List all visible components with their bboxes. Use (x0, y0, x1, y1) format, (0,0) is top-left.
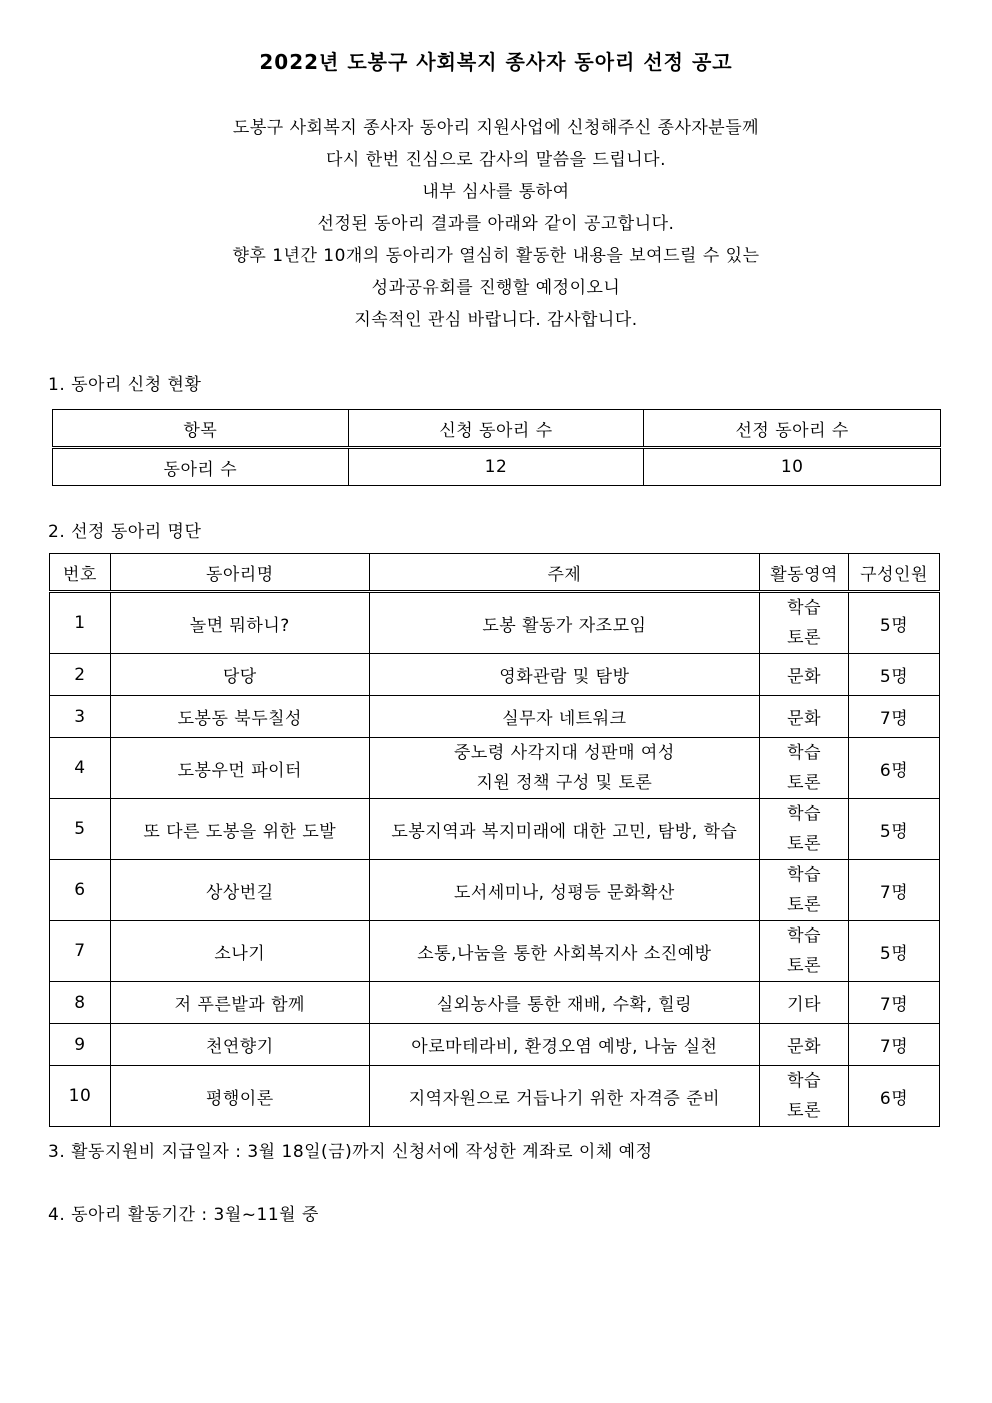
header-cell: 신청 동아리 수 (348, 410, 644, 448)
club-area-line: 학습 (787, 804, 822, 824)
club-area (760, 592, 849, 654)
club-topic-line: 지원 정책 구성 및 토론 (476, 773, 653, 793)
club-name: 천연향기 (110, 1024, 369, 1066)
club-name: 도봉동 북두칠성 (110, 696, 369, 738)
club-number: 10 (50, 1066, 111, 1127)
club-area-line: 학습 (787, 926, 822, 946)
table-row (50, 738, 940, 799)
header-cell: 주제 (369, 554, 760, 592)
intro-line: 향후 1년간 10개의 동아리가 열심히 활동한 내용을 보여드릴 수 있는 (232, 246, 760, 266)
table-row (53, 448, 941, 486)
club-area-line: 문화 (787, 1037, 822, 1057)
club-members: 5명 (849, 654, 940, 696)
club-area-line: 토론 (787, 956, 822, 976)
club-number: 5 (50, 799, 111, 860)
section-4-text: 4. 동아리 활동기간 : 3월~11월 중 (48, 1205, 319, 1225)
club-members: 7명 (849, 1024, 940, 1066)
club-area (760, 1066, 849, 1127)
club-area-line: 학습 (787, 1071, 822, 1091)
club-topic-line: 소통,나눔을 통한 사회복지사 소진예방 (417, 943, 712, 964)
club-topic-line: 도봉 활동가 자조모임 (482, 615, 647, 636)
table-header-row (53, 410, 941, 448)
club-members: 6명 (849, 738, 940, 799)
intro-line: 지속적인 관심 바랍니다. 감사합니다. (354, 310, 638, 330)
club-topic (369, 592, 760, 654)
page-title: 2022년 도봉구 사회복지 종사자 동아리 선정 공고 (259, 50, 733, 74)
section-2-heading: 2. 선정 동아리 명단 (48, 522, 202, 542)
club-members: 7명 (849, 696, 940, 738)
club-area-line: 학습 (787, 865, 822, 885)
header-cell: 항목 (53, 410, 349, 448)
intro-line: 도봉구 사회복지 종사자 동아리 지원사업에 신청해주신 종사자분들께 (232, 118, 760, 138)
club-number: 8 (50, 982, 111, 1024)
club-area (760, 1024, 849, 1066)
header-cell: 동아리명 (110, 554, 369, 592)
intro-line: 다시 한번 진심으로 감사의 말씀을 드립니다. (325, 150, 667, 170)
club-area (760, 860, 849, 921)
club-number: 4 (50, 738, 111, 799)
club-name: 상상번길 (110, 860, 369, 921)
club-topic (369, 860, 760, 921)
header-cell: 구성인원 (849, 554, 940, 592)
table-row (50, 982, 940, 1024)
table-row (50, 799, 940, 860)
club-area (760, 654, 849, 696)
club-name: 놀면 뭐하니? (110, 592, 369, 654)
club-number: 3 (50, 696, 111, 738)
club-area (760, 799, 849, 860)
club-topic-line: 영화관람 및 탐방 (499, 667, 630, 687)
club-topic-line: 지역자원으로 거듭나기 위한 자격증 준비 (408, 1088, 721, 1109)
club-topic (369, 696, 760, 738)
club-members: 7명 (849, 982, 940, 1024)
club-members: 5명 (849, 592, 940, 654)
table-row (50, 592, 940, 654)
club-topic (369, 1024, 760, 1066)
club-topic-line: 도서세미나, 성평등 문화확산 (454, 882, 675, 903)
table-cell: 동아리 수 (53, 448, 349, 486)
club-area-line: 토론 (787, 834, 822, 854)
header-cell: 활동영역 (760, 554, 849, 592)
club-members: 6명 (849, 1066, 940, 1127)
intro-paragraph (0, 112, 992, 336)
club-topic (369, 654, 760, 696)
club-topic (369, 921, 760, 982)
club-name: 소나기 (110, 921, 369, 982)
table-row (50, 1024, 940, 1066)
club-area (760, 982, 849, 1024)
club-area (760, 738, 849, 799)
table-row (50, 696, 940, 738)
club-name: 또 다른 도봉을 위한 도발 (110, 799, 369, 860)
club-number: 6 (50, 860, 111, 921)
selected-clubs-table (49, 553, 940, 1127)
table-row (50, 654, 940, 696)
club-topic (369, 738, 760, 799)
club-area-line: 토론 (787, 895, 822, 915)
club-area-line: 기타 (787, 995, 822, 1015)
club-area-line: 학습 (787, 598, 822, 618)
header-cell: 선정 동아리 수 (644, 410, 941, 448)
club-members: 7명 (849, 860, 940, 921)
club-topic-line: 중노령 사각지대 성판매 여성 (454, 743, 675, 763)
intro-line: 내부 심사를 통하여 (422, 182, 570, 202)
club-area-line: 학습 (787, 743, 822, 763)
club-number: 2 (50, 654, 111, 696)
section-1-heading: 1. 동아리 신청 현황 (48, 375, 202, 395)
table-row (50, 921, 940, 982)
club-topic (369, 799, 760, 860)
club-members: 5명 (849, 921, 940, 982)
club-topic-line: 실무자 네트워크 (502, 709, 627, 729)
club-name: 당당 (110, 654, 369, 696)
club-members: 5명 (849, 799, 940, 860)
section-3-text: 3. 활동지원비 지급일자 : 3월 18일(금)까지 신청서에 작성한 계좌로 이체 예정 (48, 1142, 653, 1162)
intro-line: 성과공유회를 진행할 예정이오니 (371, 278, 621, 298)
club-area-line: 문화 (787, 667, 822, 687)
application-status-table (52, 409, 941, 486)
intro-line: 선정된 동아리 결과를 아래와 같이 공고합니다. (317, 214, 675, 234)
club-topic-line: 도봉지역과 복지미래에 대한 고민, 탐방, 학습 (391, 821, 738, 842)
club-name: 저 푸른밭과 함께 (110, 982, 369, 1024)
club-name: 평행이론 (110, 1066, 369, 1127)
club-topic-line: 아로마테라비, 환경오염 예방, 나눔 실천 (411, 1037, 718, 1057)
club-area (760, 921, 849, 982)
club-area-line: 문화 (787, 709, 822, 729)
table-cell: 10 (644, 448, 941, 486)
club-area-line: 토론 (787, 773, 822, 793)
club-topic-line: 실외농사를 통한 재배, 수확, 힐링 (436, 995, 693, 1015)
header-cell: 번호 (50, 554, 111, 592)
club-area-line: 토론 (787, 1101, 822, 1121)
club-topic (369, 1066, 760, 1127)
club-number: 1 (50, 592, 111, 654)
club-number: 7 (50, 921, 111, 982)
table-row (50, 860, 940, 921)
table-header-row (50, 554, 940, 592)
club-name: 도봉우먼 파이터 (110, 738, 369, 799)
club-number: 9 (50, 1024, 111, 1066)
club-area (760, 696, 849, 738)
table-row (50, 1066, 940, 1127)
club-area-line: 토론 (787, 628, 822, 648)
club-topic (369, 982, 760, 1024)
table-cell: 12 (348, 448, 644, 486)
